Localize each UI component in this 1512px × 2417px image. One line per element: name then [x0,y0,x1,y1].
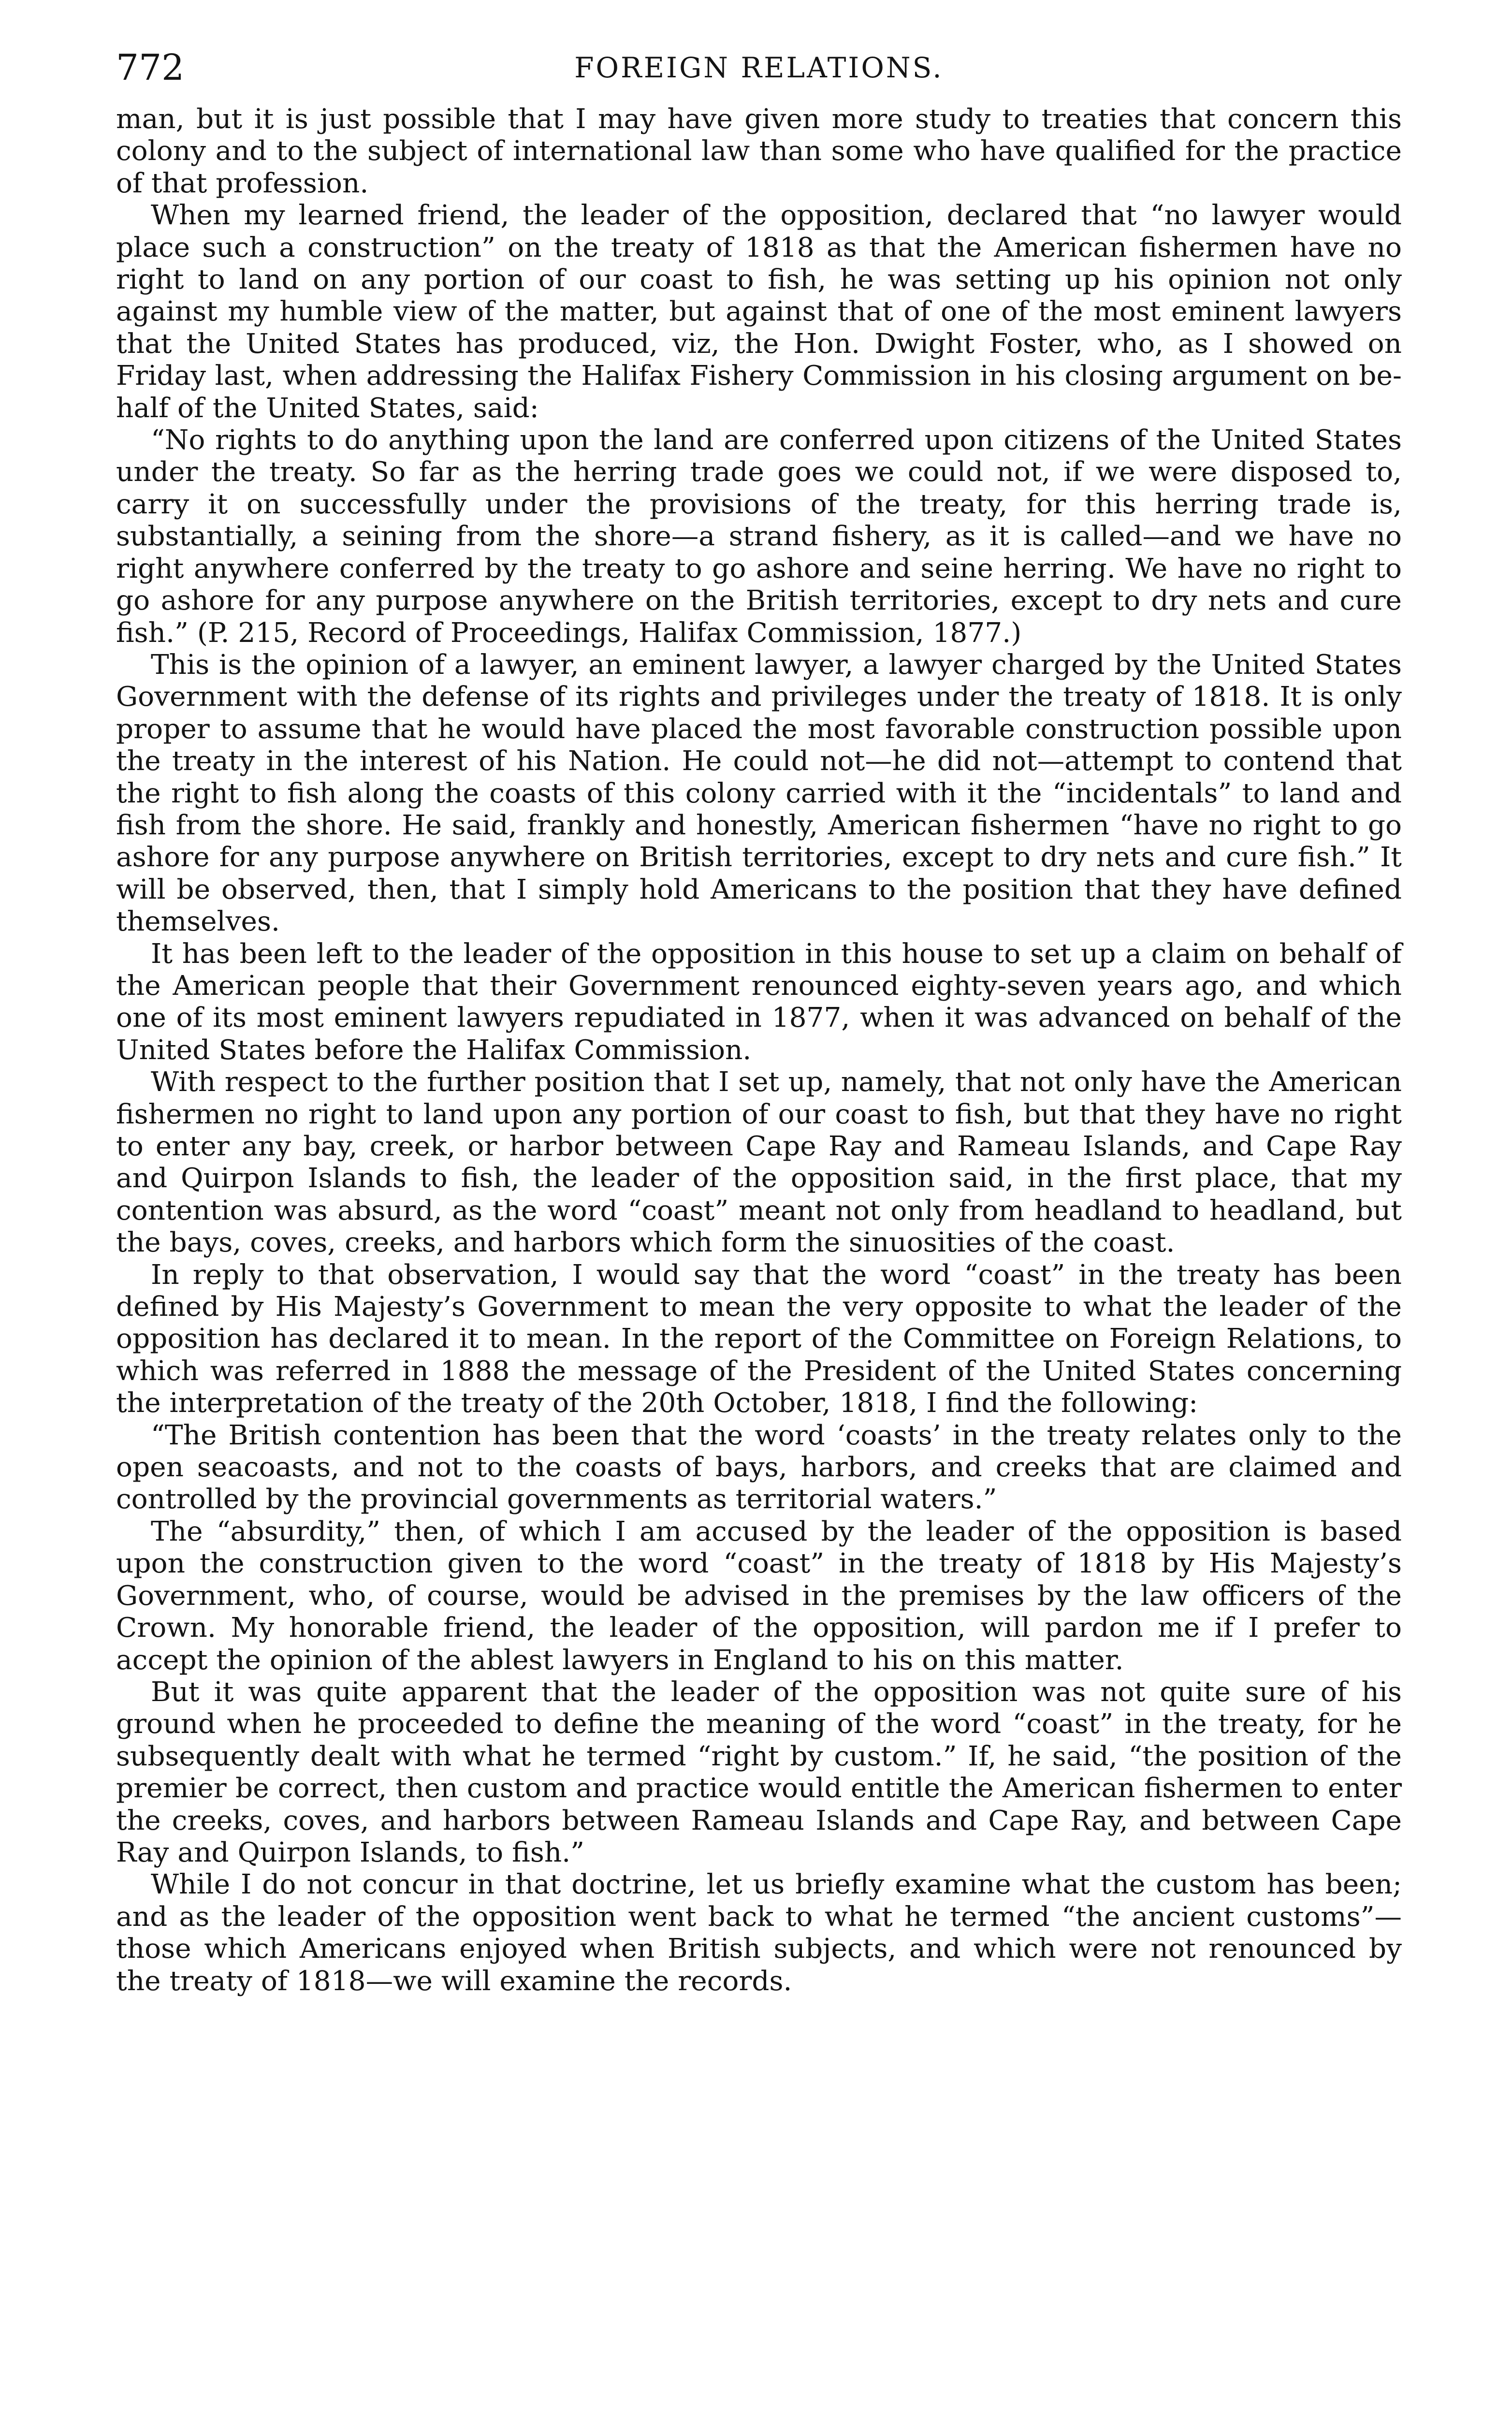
paragraph: This is the opinion of a lawyer, an eminent lawyer, a lawyer charged by the United States Government with the defense of its rights and privileges under the treaty of 1818. It is only proper to assume that he would have placed the most favorable construction possible upon the treaty in the interest of his Nation. He could not—he did not—attempt to contend that the right to fish along the coasts of this colony carried with it the “incidentals” to land and fish from the shore. He said, frankly and honestly, American fishermen “have no right to go ashore for any purpose anywhere on British territories, except to dry nets and cure fish.” It will be observed, then, that I simply hold Americans to the position that they have defined themselves. [116,649,1402,938]
paragraph: But it was quite apparent that the leader of the opposition was not quite sure of his ground when he proceeded to define the meaning of the word “coast” in the treaty, for he subsequently dealt with what he termed “right by custom.” If, he said, “the position of the premier be correct, then custom and practice would entitle the American fishermen to enter the creeks, coves, and harbors between Rameau Islands and Cape Ray, and between Cape Ray and Quirpon Islands, to fish.” [116,1676,1402,1868]
quoted-paragraph: “No rights to do anything upon the land are conferred upon citizens of the United States under the treaty. So far as the herring trade goes we could not, if we were disposed to, carry it on successfully under the provisions of the treaty, for this herring trade is, substantially, a seining from the shore—a strand fishery, as it is called—and we have no right anywhere conferred by the treaty to go ashore and seine herring. We have no right to go ashore for any purpose anywhere on the British territories, except to dry nets and cure fish.” (P. 215, Record of Proceedings, Halifax Commission, 1877.) [116,424,1402,649]
paragraph: With respect to the further position that I set up, namely, that not only have the American fishermen no right to land upon any portion of our coast to fish, but that they have no right to enter any bay, creek, or harbor between Cape Ray and Rameau Islands, and Cape Ray and Quirpon Islands to fish, the leader of the opposition said, in the first place, that my contention was absurd, as the word “coast” meant not only from headland to headland, but the bays, coves, creeks, and harbors which form the sinuosities of the coast. [116,1066,1402,1259]
running-head: FOREIGN RELATIONS. [574,51,944,84]
paragraph: It has been left to the leader of the opposition in this house to set up a claim on behalf of the American people that their Government renounced eighty-seven years ago, and which one of its most eminent lawyers repudiated in 1877, when it was advanced on behalf of the United States before the Halifax Commission. [116,938,1402,1066]
body-text [116,103,1402,1997]
page-header [116,39,1402,97]
paragraph: While I do not concur in that doctrine, let us briefly examine what the custom has been; and as the leader of the opposition went back to what he termed “the ancient customs”—those which Americans enjoyed when British subjects, and which were not renounced by the treaty of 1818—we will examine the records. [116,1869,1402,1997]
document-page [116,39,1402,1997]
paragraph: man, but it is just possible that I may have given more study to treaties that concern this colony and to the subject of international law than some who have qualified for the practice of that profession. [116,103,1402,199]
paragraph: The “absurdity,” then, of which I am accused by the leader of the opposition is based upon the construction given to the word “coast” in the treaty of 1818 by His Majesty’s Government, who, of course, would be advised in the premises by the law officers of the Crown. My honorable friend, the leader of the opposition, will pardon me if I prefer to accept the opinion of the ablest lawyers in England to his on this matter. [116,1515,1402,1676]
paragraph: In reply to that observation, I would say that the word “coast” in the treaty has been defined by His Majesty’s Government to mean the very opposite to what the leader of the opposition has declared it to mean. In the report of the Committee on Foreign Relations, to which was referred in 1888 the message of the President of the United States concerning the interpretation of the treaty of the 20th October, 1818, I find the following: [116,1259,1402,1419]
paragraph: When my learned friend, the leader of the opposition, declared that “no lawyer would place such a construction” on the treaty of 1818 as that the American fishermen have no right to land on any portion of our coast to fish, he was setting up his opinion not only against my humble view of the matter, but against that of one of the most eminent lawyers that the United States has produced, viz, the Hon. Dwight Foster, who, as I showed on Friday last, when addressing the Halifax Fishery Commission in his closing argument on behalf of the United States, said: [116,200,1402,424]
quoted-paragraph: “The British contention has been that the word ‘coasts’ in the treaty relates only to the open seacoasts, and not to the coasts of bays, harbors, and creeks that are claimed and controlled by the provincial governments as territorial waters.” [116,1419,1402,1515]
page-number: 772 [116,47,185,88]
